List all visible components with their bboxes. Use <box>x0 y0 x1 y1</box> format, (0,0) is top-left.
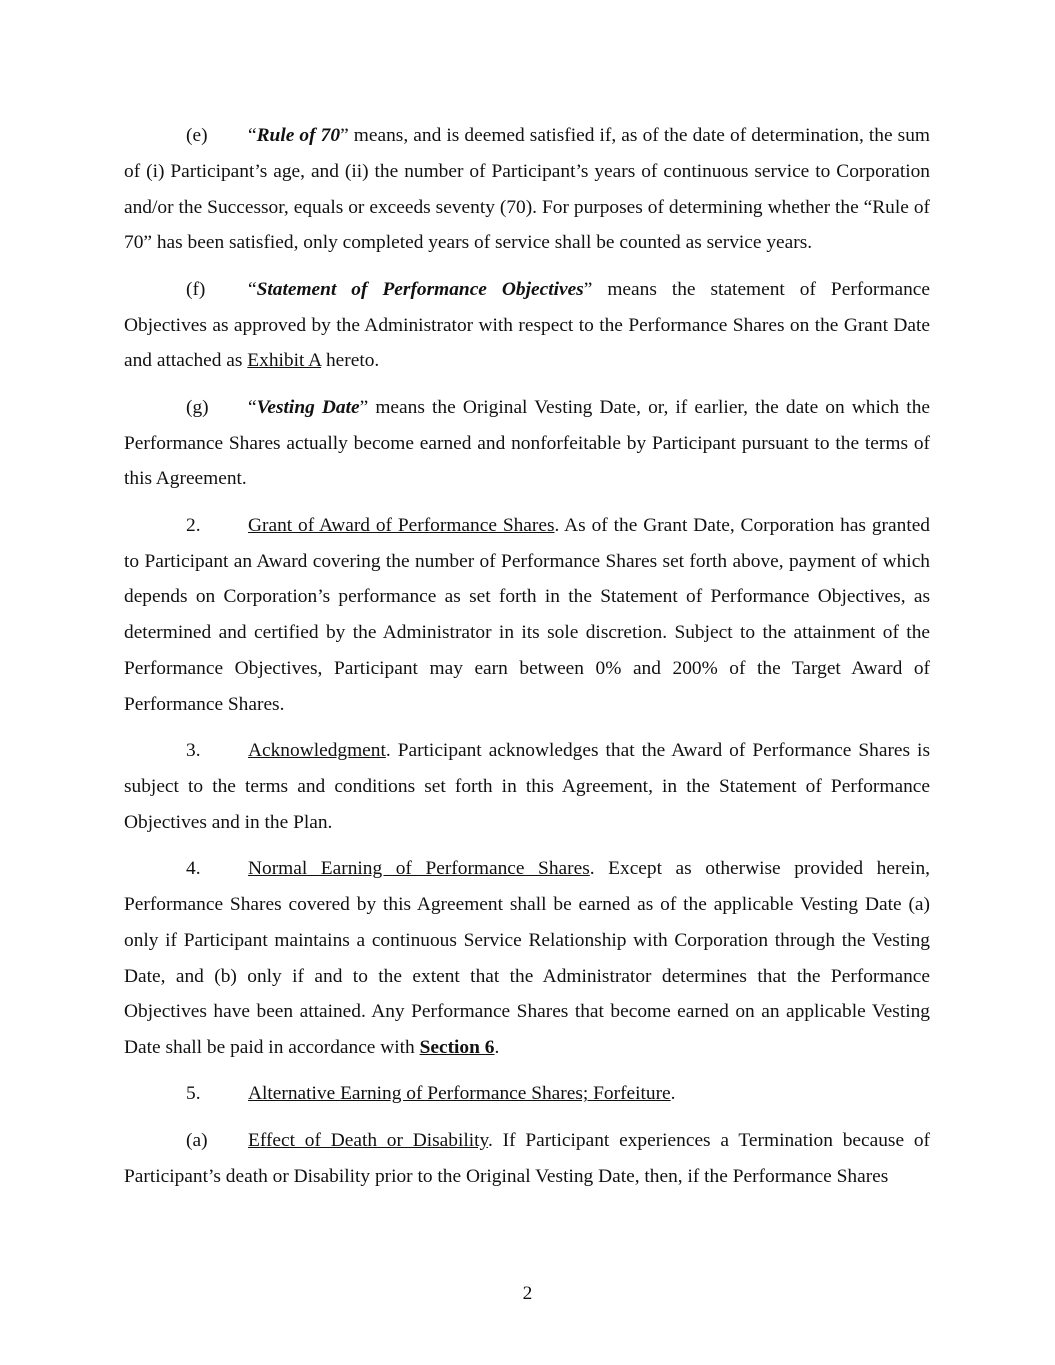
page-number: 2 <box>522 1283 533 1304</box>
close-quote: ” <box>359 396 369 418</box>
open-quote: “ <box>248 125 257 146</box>
close-quote: ” <box>583 278 593 300</box>
section-6-reference: Section 6 <box>419 1037 495 1059</box>
open-quote: “ <box>248 396 257 418</box>
section-number: 4. <box>186 858 201 880</box>
section-number: 3. <box>186 740 201 762</box>
section-heading: Grant of Award of Performance Shares <box>248 514 555 536</box>
paragraph-body: . Participant acknowledges that the Award of Performance Shares is subject to the terms and conditions set forth in this Agreement, in the Statement of Performance Objectives and in the Plan. <box>124 740 930 833</box>
paragraph-number: (f) <box>186 278 206 300</box>
close-quote: ” <box>340 125 349 146</box>
section-number: 2. <box>186 514 201 536</box>
defined-term: Rule of 70 <box>256 125 341 146</box>
section-heading: Normal Earning of Performance Shares <box>248 858 590 880</box>
paragraph-body-end: . <box>494 1037 500 1059</box>
section-5-alternative-earning <box>124 1076 930 1112</box>
paragraph-body: means the Original Vesting Date, or, if earlier, the date on which the Performance Shares actually become earned and nonforfeitable by Participant pursuant to the terms of this Agreement. <box>124 396 930 490</box>
exhibit-a-reference: Exhibit A <box>247 350 322 372</box>
paragraph-body: . As of the Grant Date, Corporation has granted to Participant an Award covering the number of Performance Shares set forth above, payment of which depends on Corporation’s performance as set forth in the Statement of Performance Objectives, as determined and certified by the Administrator in its sole discretion. Subject to the attainment of the Performance Objectives, Participant may earn between 0% and 200% of the Target Award of Performance Shares. <box>124 514 931 715</box>
paragraph-body: means, and is deemed satisfied if, as of the date of determination, the sum of (i) Participant’s age, and (ii) the number of Participant’s years of continuous service to Corporation and/or the Successor, equals or exceeds seventy (70). For purposes of determining whether the “Rule of 70” has been satisfied, only completed years of service shall be counted as service years. <box>124 125 931 254</box>
section-heading: Alternative Earning of Performance Shares; Forfeiture <box>248 1083 671 1105</box>
paragraph-body-end: hereto. <box>321 350 380 372</box>
section-heading: Acknowledgment <box>248 740 386 762</box>
paragraph-number: (a) <box>186 1129 208 1151</box>
subsection-a-death-or-disability <box>124 1123 930 1195</box>
definition-statement-of-performance-objectives <box>124 272 930 379</box>
defined-term: Vesting Date <box>256 396 360 418</box>
open-quote: “ <box>248 278 257 300</box>
paragraph-body: . Except as otherwise provided herein, Performance Shares covered by this Agreement shall be earned as of the applicable Vesting Date (a) only if Participant maintains a continuous Service Relationship with Corporation through the Vesting Date, and (b) only if and to the extent that the Administrator determines that the Performance Objectives have been attained. Any Performance Shares that become earned on an applicable Vesting Date shall be paid in accordance with <box>124 858 930 1059</box>
definition-rule-of-70 <box>124 118 930 261</box>
paragraph-body: . <box>670 1083 676 1105</box>
paragraph-number: (e) <box>186 125 208 146</box>
section-heading: Effect of Death or Disability <box>248 1129 488 1151</box>
defined-term: Statement of Performance Objectives <box>256 278 584 300</box>
definition-vesting-date <box>124 390 930 497</box>
section-number: 5. <box>186 1083 201 1105</box>
paragraph-body: . If Participant experiences a Termination because of Participant’s death or Disability prior to the Original Vesting Date, then, if the Performance Shares <box>124 1129 931 1187</box>
section-4-normal-earning <box>124 851 930 1066</box>
section-3-acknowledgment <box>124 733 930 840</box>
paragraph-body: means the statement of Performance Objectives as approved by the Administrator with respect to the Performance Shares on the Grant Date and attached as <box>124 278 930 372</box>
section-2-grant-of-award <box>124 508 930 723</box>
paragraph-number: (g) <box>186 396 209 418</box>
document-page <box>124 118 930 1205</box>
